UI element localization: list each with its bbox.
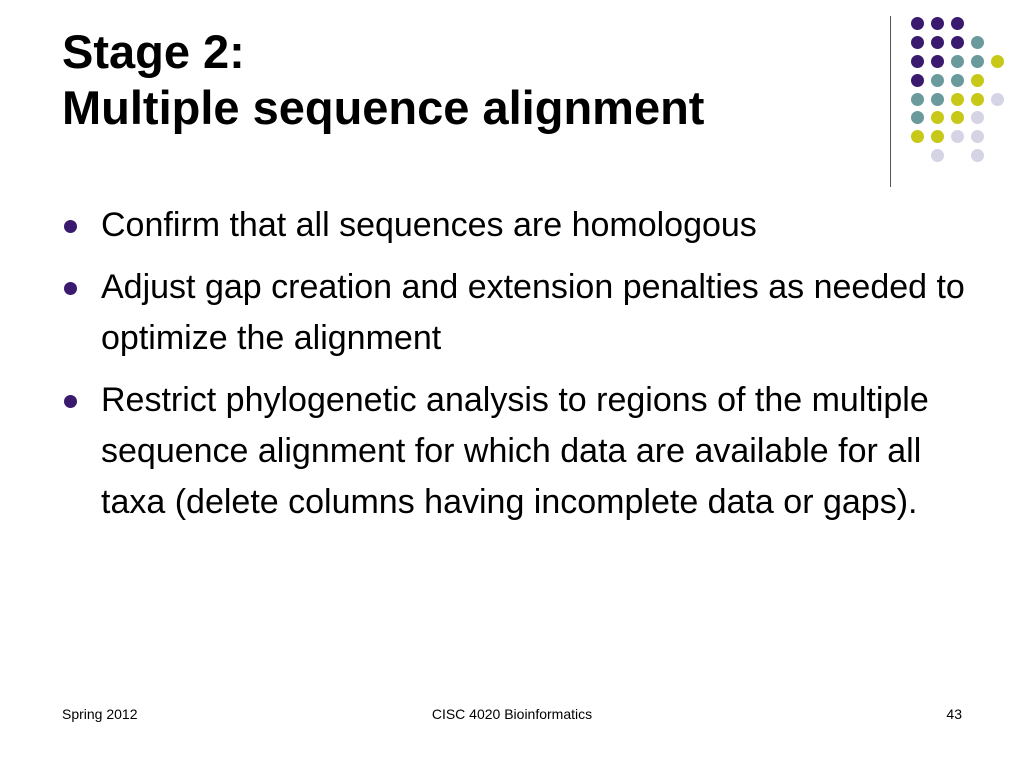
decorative-dot [971, 130, 984, 143]
footer-page-number: 43 [946, 706, 962, 722]
decorative-dot [931, 36, 944, 49]
bullet-marker-icon [64, 220, 77, 233]
bullet-marker-icon [64, 282, 77, 295]
decorative-dot [931, 55, 944, 68]
decorative-dot [931, 111, 944, 124]
decorative-dot [911, 111, 924, 124]
decorative-dot [931, 17, 944, 30]
decorative-dot [911, 36, 924, 49]
decorative-dot [971, 149, 984, 162]
decorative-dot [951, 130, 964, 143]
decorative-dot [911, 130, 924, 143]
footer-course: CISC 4020 Bioinformatics [431, 706, 593, 722]
decorative-dot [971, 55, 984, 68]
bullet-list [62, 200, 982, 539]
bullet-item [62, 200, 982, 251]
bullet-item [62, 375, 982, 528]
footer-date: Spring 2012 [62, 706, 138, 722]
decorative-dot [931, 93, 944, 106]
bullet-text: Adjust gap creation and extension penalties as needed to optimize the alignment [101, 268, 965, 357]
decorative-dot [911, 55, 924, 68]
decorative-dot [971, 74, 984, 87]
decorative-dot [991, 93, 1004, 106]
decorative-dot [931, 149, 944, 162]
decorative-dot [951, 36, 964, 49]
decorative-dot [951, 93, 964, 106]
decorative-dot [911, 93, 924, 106]
decorative-dot [911, 17, 924, 30]
slide-title [62, 24, 862, 136]
slide-title-line-1: Stage 2: [62, 25, 245, 78]
decorative-dot [951, 111, 964, 124]
bullet-text: Restrict phylogenetic analysis to regions of the multiple sequence alignment for which data are available for all taxa (delete columns having incomplete data or gaps). [101, 381, 929, 521]
decorative-dot [931, 130, 944, 143]
decorative-dot [951, 17, 964, 30]
decorative-dot [971, 93, 984, 106]
title-divider-line [890, 16, 891, 187]
decorative-dot [971, 111, 984, 124]
bullet-text: Confirm that all sequences are homologous [101, 206, 757, 244]
decorative-dot [931, 74, 944, 87]
decorative-dot [971, 36, 984, 49]
decorative-dot [951, 55, 964, 68]
bullet-item [62, 262, 982, 364]
slide-title-line-2: Multiple sequence alignment [62, 81, 705, 134]
decorative-dot [951, 74, 964, 87]
bullet-marker-icon [64, 395, 77, 408]
decorative-dot [911, 74, 924, 87]
decorative-dot [991, 55, 1004, 68]
